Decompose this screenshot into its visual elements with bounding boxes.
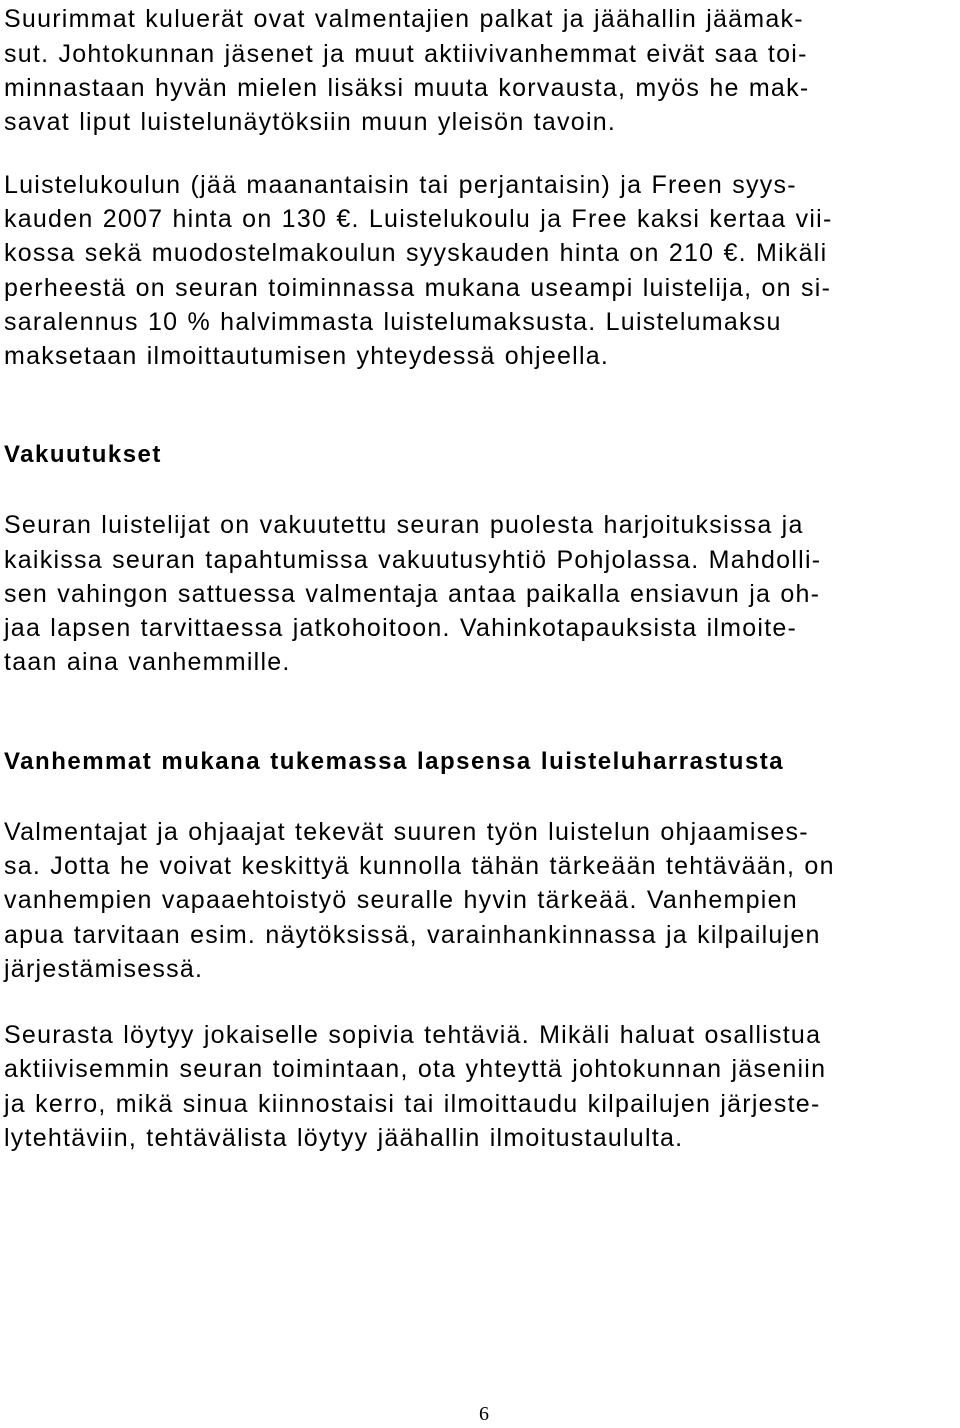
text-line: taan aina vanhemmille.	[4, 648, 291, 676]
text-line: lytehtäviin, tehtävälista löytyy jäähallin ilmoitustaululta.	[4, 1124, 684, 1152]
text-line: perheestä on seuran toiminnassa mukana useampi luistelija, on si-	[4, 274, 832, 302]
text-line: Luistelukoulun (jää maanantaisin tai perjantaisin) ja Freen syys-	[4, 171, 797, 199]
section-heading-insurance: Vakuutukset	[4, 441, 162, 468]
text-line: maksetaan ilmoittautumisen yhteydessä ohjeella.	[4, 342, 610, 370]
text-line: vanhempien vapaaehtoistyö seuralle hyvin tärkeää. Vanhempien	[4, 886, 798, 914]
text-line: saralennus 10 % halvimmasta luistelumaksusta. Luistelumaksu	[4, 308, 782, 336]
document-page	[4, 0, 956, 1428]
text-line: Seurasta löytyy jokaiselle sopivia tehtäviä. Mikäli haluat osallistua	[4, 1021, 822, 1049]
text-line: Suurimmat kuluerät ovat valmentajien palkat ja jäähallin jäämak-	[4, 5, 804, 33]
text-line: sa. Jotta he voivat keskittyä kunnolla tähän tärkeään tehtävään, on	[4, 852, 835, 880]
text-line: aktiivisemmin seuran toimintaan, ota yhteyttä johtokunnan jäseniin	[4, 1055, 827, 1083]
text-line: jaa lapsen tarvittaessa jatkohoitoon. Vahinkotapauksista ilmoite-	[4, 614, 798, 642]
text-line: minnastaan hyvän mielen lisäksi muuta korvausta, myös he mak-	[4, 74, 810, 102]
text-line: ja kerro, mikä sinua kiinnostaisi tai ilmoittaudu kilpailujen järjeste-	[4, 1090, 821, 1118]
text-line: kossa sekä muodostelmakoulun syyskauden hinta on 210 €. Mikäli	[4, 239, 828, 267]
section-heading-parents: Vanhemmat mukana tukemassa lapsensa luisteluharrastusta	[4, 748, 785, 775]
text-line: sen vahingon sattuessa valmentaja antaa paikalla ensiavun ja oh-	[4, 580, 821, 608]
text-line: Valmentajat ja ohjaajat tekevät suuren työn luistelun ohjaamises-	[4, 818, 809, 846]
page-number: 6	[479, 1403, 489, 1425]
text-line: kaikissa seuran tapahtumissa vakuutusyhtiö Pohjolassa. Mahdolli-	[4, 546, 822, 574]
text-line: Seuran luistelijat on vakuutettu seuran puolesta harjoituksissa ja	[4, 511, 804, 539]
text-line: järjestämisessä.	[4, 955, 204, 983]
text-line: savat liput luistelunäytöksiin muun yleisön tavoin.	[4, 108, 617, 136]
text-line: kauden 2007 hinta on 130 €. Luistelukoulu ja Free kaksi kertaa vii-	[4, 205, 833, 233]
text-line: apua tarvitaan esim. näytöksissä, varainhankinnassa ja kilpailujen	[4, 921, 821, 949]
text-line: sut. Johtokunnan jäsenet ja muut aktiivivanhemmat eivät saa toi-	[4, 40, 808, 68]
